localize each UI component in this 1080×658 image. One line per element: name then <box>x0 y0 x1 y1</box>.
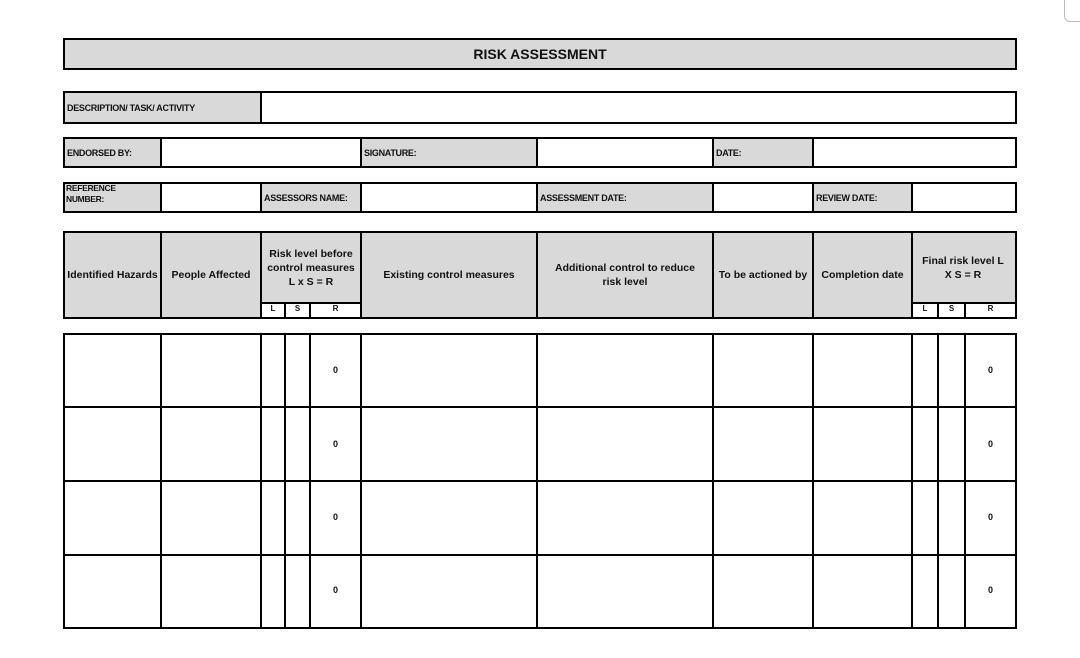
header-final-risk: Final risk level L X S = R <box>922 255 1004 281</box>
header-completion-date: Completion date <box>821 269 904 281</box>
header-identified-hazards: Identified Hazards <box>67 269 158 281</box>
sub-l-final: L <box>922 304 928 313</box>
assessment-date-input[interactable] <box>714 184 812 211</box>
header-existing-controls: Existing control measures <box>383 269 515 281</box>
endorsed-label: ENDORSED BY: <box>67 147 132 158</box>
review-date-input[interactable] <box>913 184 1015 211</box>
date-label: DATE: <box>716 147 742 158</box>
page-title: RISK ASSESSMENT <box>473 46 607 62</box>
row-4-r-final: 0 <box>987 585 993 595</box>
window-corner-button[interactable] <box>1064 0 1080 22</box>
assessors-label: ASSESSORS NAME: <box>264 192 348 203</box>
header-actioned-by: To be actioned by <box>718 269 808 281</box>
header-people-affected: People Affected <box>171 269 251 281</box>
sub-r-before: R <box>332 304 339 313</box>
signature-input[interactable] <box>538 139 712 166</box>
reference-label: REFERENCE NUMBER: <box>66 183 116 204</box>
reference-input[interactable] <box>162 184 260 211</box>
row-1-r-final: 0 <box>987 365 993 375</box>
row-4-r-before: 0 <box>332 585 338 595</box>
signature-label: SIGNATURE: <box>364 147 417 158</box>
endorsed-input[interactable] <box>162 139 360 166</box>
sub-s-final: S <box>948 304 955 313</box>
assessors-input[interactable] <box>362 184 536 211</box>
row-2-r-final: 0 <box>987 439 993 449</box>
row-2-r-before: 0 <box>332 439 338 449</box>
row-3-r-final: 0 <box>987 512 993 522</box>
description-input[interactable] <box>262 93 1015 122</box>
sub-s-before: S <box>294 304 301 313</box>
date-input[interactable] <box>814 139 1015 166</box>
row-3-r-before: 0 <box>332 512 338 522</box>
sub-r-final: R <box>987 304 994 313</box>
row-1-r-before: 0 <box>332 365 338 375</box>
header-risk-before: Risk level before control measures L x S = R <box>267 248 355 288</box>
header-additional-controls: Additional control to reduce risk level <box>554 262 695 288</box>
review-date-label: REVIEW DATE: <box>816 192 878 203</box>
description-label: DESCRIPTION/ TASK/ ACTIVITY <box>67 102 195 113</box>
sub-l-before: L <box>270 304 276 313</box>
assessment-date-label: ASSESSMENT DATE: <box>540 192 627 203</box>
